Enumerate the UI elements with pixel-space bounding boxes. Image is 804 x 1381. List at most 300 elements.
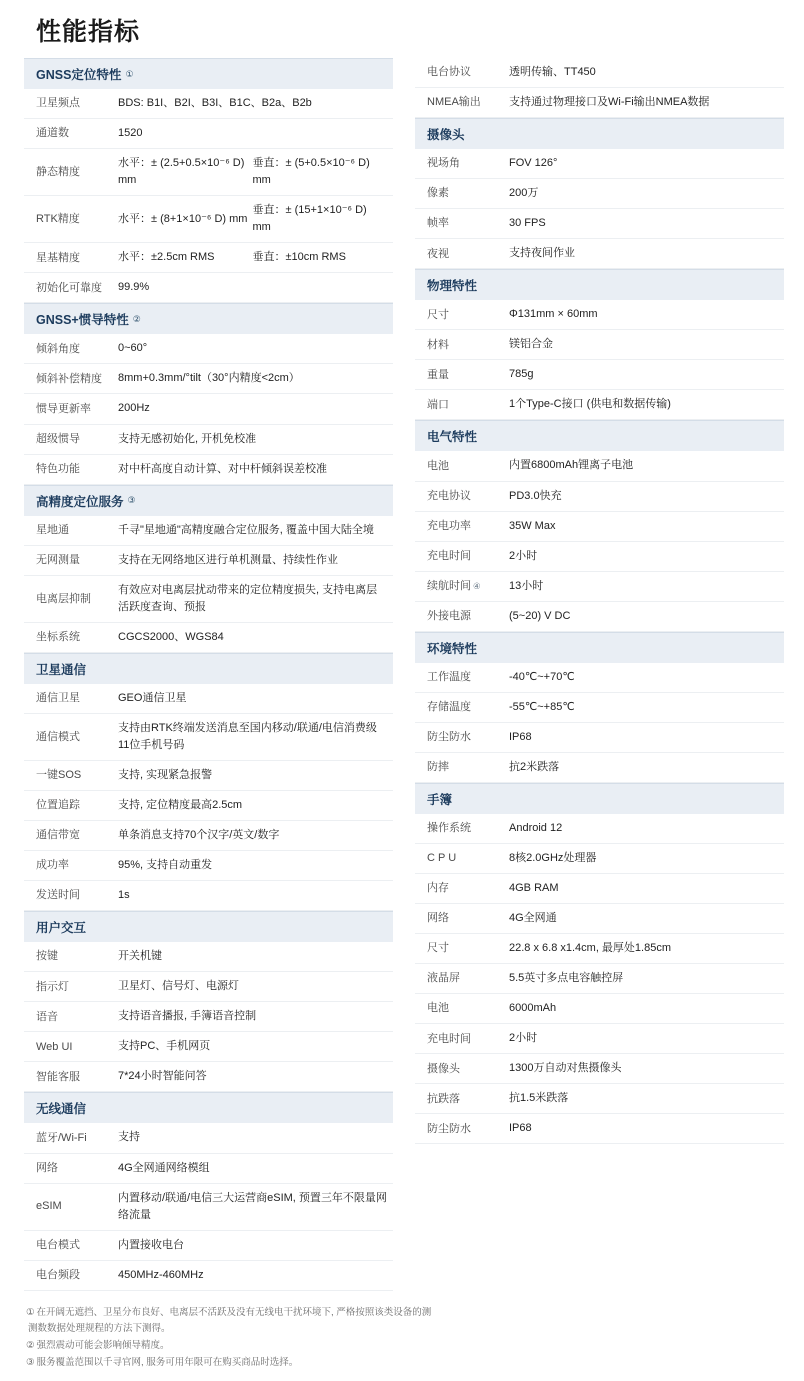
spec-row <box>415 330 784 360</box>
spec-row <box>24 881 393 911</box>
spec-key <box>24 1261 116 1290</box>
spec-value <box>507 572 784 601</box>
spec-key-label: 超级惯导 <box>36 432 80 445</box>
spec-key-label: 电台频段 <box>36 1268 80 1281</box>
section-heading <box>24 485 393 516</box>
section-heading-label: 摄像头 <box>427 128 465 143</box>
spec-key <box>24 576 116 622</box>
spec-row <box>415 753 784 783</box>
spec-key-label: 操作系统 <box>427 822 471 835</box>
section-heading-label: 卫星通信 <box>36 662 87 677</box>
spec-value-text: 抗1.5米跌落 <box>509 1092 569 1105</box>
spec-key-label: 尺寸 <box>427 942 449 955</box>
spec-key-label: 卫星频点 <box>36 97 80 110</box>
spec-key-label: 帧率 <box>427 217 449 230</box>
spec-value <box>507 390 784 419</box>
spec-value-text: IP68 <box>509 1122 532 1135</box>
spec-value-text: FOV 126° <box>509 157 558 170</box>
spec-value <box>507 723 784 752</box>
spec-key <box>24 119 116 148</box>
spec-value-text: 有效应对电离层扰动带来的定位精度损失, 支持电离层活跃度查询、预报 <box>118 583 378 613</box>
spec-key-label: 像素 <box>427 187 449 200</box>
spec-key-label: 充电时间 <box>427 1032 471 1045</box>
spec-value <box>116 1002 393 1031</box>
spec-value-text: 35W Max <box>509 519 556 532</box>
spec-value-secondary: 垂直：± (5+0.5×10⁻⁶ D) mm <box>252 157 370 187</box>
spec-row <box>24 1261 393 1291</box>
spec-value <box>507 58 784 87</box>
spec-value <box>507 149 784 178</box>
spec-key-label: 蓝牙/Wi-Fi <box>36 1131 87 1144</box>
spec-row <box>415 663 784 693</box>
spec-value-text: 200万 <box>509 187 539 200</box>
spec-value <box>507 904 784 933</box>
spec-key <box>415 330 507 359</box>
spec-row <box>24 714 393 761</box>
spec-value-text: BDS: B1I、B2I、B3I、B1C、B2a、B2b <box>118 97 312 109</box>
spec-key-label: 电池 <box>427 1002 449 1015</box>
spec-value <box>116 119 393 148</box>
spec-value-text: -40℃~+70℃ <box>509 670 575 683</box>
spec-row <box>415 482 784 512</box>
spec-value-text: 30 FPS <box>509 217 546 230</box>
spec-row <box>415 239 784 269</box>
section-heading <box>24 1092 393 1123</box>
spec-key-label: 抗跌落 <box>427 1092 460 1105</box>
spec-key-label: 重量 <box>427 368 449 381</box>
section-footnote-marker: ② <box>132 313 141 324</box>
section-heading-label: 无线通信 <box>36 1102 87 1117</box>
spec-key-label: 网络 <box>427 912 449 925</box>
spec-value-text: 2小时 <box>509 549 538 562</box>
spec-value-text: 785g <box>509 368 534 381</box>
spec-key <box>24 791 116 820</box>
spec-key <box>24 243 116 272</box>
spec-value-text: 8核2.0GHz处理器 <box>509 851 597 864</box>
spec-value <box>116 761 393 790</box>
spec-row <box>415 209 784 239</box>
spec-key-label: 语音 <box>36 1010 58 1023</box>
spec-key-label: 位置追踪 <box>36 799 80 812</box>
spec-value-text: 内置6800mAh锂离子电池 <box>509 459 634 472</box>
spec-columns <box>24 58 780 1291</box>
spec-value <box>507 663 784 692</box>
spec-row <box>415 149 784 179</box>
spec-key <box>24 1032 116 1061</box>
spec-key-label: 倾斜补偿精度 <box>36 372 102 385</box>
spec-key-label: 电台协议 <box>427 66 471 79</box>
spec-key-label: 材料 <box>427 338 449 351</box>
spec-key <box>24 684 116 713</box>
spec-value-text: Android 12 <box>509 821 563 834</box>
spec-value-text: 200Hz <box>118 402 150 415</box>
spec-value <box>116 334 393 363</box>
spec-key <box>415 88 507 117</box>
spec-key-label: 倾斜角度 <box>36 342 80 355</box>
spec-key <box>24 196 116 242</box>
spec-value-text: CGCS2000、WGS84 <box>118 630 224 643</box>
spec-key-label: 成功率 <box>36 859 69 872</box>
footnote-marker: ① <box>26 1306 35 1318</box>
footnote-marker: ② <box>26 1339 35 1351</box>
spec-key-label: 无网测量 <box>36 553 80 566</box>
spec-value <box>116 273 393 302</box>
spec-row <box>24 623 393 653</box>
spec-value-text: 对中杆高度自动计算、对中杆倾斜误差校准 <box>118 462 327 475</box>
spec-value-text: 开关机键 <box>118 950 162 963</box>
spec-row <box>24 1002 393 1032</box>
spec-value <box>116 89 393 118</box>
spec-key <box>415 904 507 933</box>
spec-key <box>415 663 507 692</box>
spec-value <box>116 455 393 484</box>
spec-row <box>24 1231 393 1261</box>
spec-row <box>24 576 393 623</box>
spec-value <box>507 88 784 117</box>
spec-value-text: 7*24小时智能问答 <box>118 1070 207 1083</box>
spec-row <box>415 542 784 572</box>
spec-value <box>507 482 784 511</box>
spec-row <box>415 934 784 964</box>
spec-value-text: 4G全网通网络模组 <box>118 1161 210 1174</box>
spec-key <box>415 390 507 419</box>
spec-key-label: 存储温度 <box>427 701 471 714</box>
spec-key <box>415 693 507 722</box>
section-heading <box>415 783 784 814</box>
spec-row <box>415 1024 784 1054</box>
spec-key <box>24 546 116 575</box>
spec-row <box>24 196 393 243</box>
spec-key <box>415 753 507 782</box>
footnote-item <box>26 1338 778 1355</box>
spec-value-text: 1300万自动对焦摄像头 <box>509 1062 622 1075</box>
section-heading-label: 用户交互 <box>36 921 87 936</box>
spec-value-text: 1个Type-C接口 (供电和数据传输) <box>509 398 671 411</box>
spec-key-label: 按键 <box>36 950 58 963</box>
section-heading-label: 手簿 <box>427 792 453 807</box>
spec-value-text: 支持通过物理接口及Wi-Fi输出NMEA数据 <box>509 96 710 109</box>
spec-value <box>116 1261 393 1290</box>
spec-key <box>415 209 507 238</box>
section-heading-label: 高精度定位服务 <box>36 494 124 509</box>
spec-key-label: 惯导更新率 <box>36 402 91 415</box>
spec-value <box>507 512 784 541</box>
spec-value-text: 千寻"星地通"高精度融合定位服务, 覆盖中国大陆全境 <box>118 523 374 536</box>
spec-value <box>507 1024 784 1053</box>
spec-value-text: GEO通信卫星 <box>118 691 187 704</box>
spec-value-text: 支持在无网络地区进行单机测量、持续性作业 <box>118 553 338 566</box>
spec-key <box>24 1154 116 1183</box>
spec-value-text: 95%, 支持自动重发 <box>118 859 213 872</box>
spec-value <box>116 196 393 242</box>
spec-value-text: 内置移动/联通/电信三大运营商eSIM, 预置三年不限量网络流量 <box>118 1191 387 1221</box>
spec-key-label: 通道数 <box>36 127 69 140</box>
spec-value-text: 支持PC、手机网页 <box>118 1040 211 1053</box>
spec-row <box>415 1114 784 1144</box>
section-heading <box>24 303 393 334</box>
spec-value <box>507 994 784 1023</box>
spec-key <box>415 814 507 843</box>
spec-value <box>507 814 784 843</box>
spec-value <box>116 1184 393 1230</box>
spec-row <box>24 942 393 972</box>
spec-row <box>24 684 393 714</box>
spec-value <box>507 1084 784 1113</box>
spec-value <box>116 623 393 652</box>
spec-value <box>116 791 393 820</box>
spec-key <box>24 1123 116 1152</box>
footnote-item <box>26 1321 778 1338</box>
spec-value <box>507 1114 784 1143</box>
spec-row <box>415 572 784 602</box>
spec-key <box>24 623 116 652</box>
spec-row <box>24 1154 393 1184</box>
spec-key <box>415 572 507 601</box>
spec-value <box>116 821 393 850</box>
spec-key <box>415 300 507 329</box>
spec-value-text: 透明传输、TT450 <box>509 66 596 78</box>
spec-key-label: RTK精度 <box>36 212 80 225</box>
spec-key-label: 充电协议 <box>427 489 471 502</box>
spec-key-label: 智能客服 <box>36 1070 80 1083</box>
spec-key <box>24 1062 116 1091</box>
spec-key-label: 摄像头 <box>427 1062 460 1075</box>
spec-value-primary: 水平：±2.5cm RMS <box>118 251 215 264</box>
spec-key <box>415 1114 507 1143</box>
section-heading <box>415 269 784 300</box>
spec-row <box>415 300 784 330</box>
spec-row <box>415 58 784 88</box>
section-footnote-marker: ① <box>125 68 134 79</box>
spec-value-text: 支持由RTK终端发送消息至国内移动/联通/电信消费级11位手机号码 <box>118 721 377 751</box>
spec-key-label: 通信卫星 <box>36 692 80 705</box>
spec-value-text: 支持, 定位精度最高2.5cm <box>118 799 243 812</box>
spec-key <box>24 942 116 971</box>
spec-value <box>507 300 784 329</box>
spec-row <box>415 88 784 118</box>
spec-row <box>24 1032 393 1062</box>
spec-value <box>116 1032 393 1061</box>
right-column <box>415 58 784 1144</box>
spec-key-label: 充电时间 <box>427 549 471 562</box>
spec-row <box>415 360 784 390</box>
spec-row <box>24 851 393 881</box>
spec-value <box>116 1231 393 1260</box>
spec-value <box>116 851 393 880</box>
spec-value <box>116 714 393 760</box>
spec-row <box>415 964 784 994</box>
spec-key-label: 网络 <box>36 1161 58 1174</box>
spec-key <box>415 239 507 268</box>
spec-key-label: NMEA输出 <box>427 96 481 109</box>
spec-row <box>24 546 393 576</box>
spec-value-text: IP68 <box>509 730 532 743</box>
spec-value-text: 22.8 x 6.8 x1.4cm, 最厚处1.85cm <box>509 942 672 955</box>
spec-key <box>24 334 116 363</box>
spec-row <box>415 693 784 723</box>
spec-value-text: 1520 <box>118 127 143 140</box>
footnote-item <box>26 1355 778 1372</box>
spec-value-text: (5~20) V DC <box>509 609 571 622</box>
spec-key <box>24 851 116 880</box>
spec-value-text: 450MHz-460MHz <box>118 1268 204 1281</box>
spec-value-text: 6000mAh <box>509 1002 557 1015</box>
spec-value-text: 单条消息支持70个汉字/英文/数字 <box>118 829 280 842</box>
spec-row <box>415 723 784 753</box>
spec-row <box>415 512 784 542</box>
spec-value-text: -55℃~+85℃ <box>509 700 575 713</box>
footnote-item <box>26 1305 778 1322</box>
spec-value <box>116 1123 393 1152</box>
spec-value <box>507 602 784 631</box>
spec-value <box>116 364 393 393</box>
spec-row <box>24 364 393 394</box>
spec-key <box>415 1024 507 1053</box>
spec-key-label: 发送时间 <box>36 889 80 902</box>
section-heading <box>415 420 784 451</box>
spec-value <box>507 934 784 963</box>
spec-row <box>24 334 393 364</box>
spec-key-label: 通信带宽 <box>36 829 80 842</box>
spec-key <box>415 149 507 178</box>
spec-value <box>116 425 393 454</box>
spec-key <box>24 364 116 393</box>
spec-key <box>24 1231 116 1260</box>
spec-value <box>116 1062 393 1091</box>
spec-key <box>415 482 507 511</box>
spec-key-label: 指示灯 <box>36 980 69 993</box>
spec-value <box>116 684 393 713</box>
spec-key-label: 一键SOS <box>36 769 82 782</box>
spec-value-text: 支持语音播报, 手簿语音控制 <box>118 1010 257 1023</box>
spec-key-label: 星基精度 <box>36 251 80 264</box>
spec-row <box>24 425 393 455</box>
section-heading <box>24 911 393 942</box>
spec-value-text: 支持 <box>118 1131 140 1144</box>
spec-value <box>116 394 393 423</box>
section-heading-label: 电气特性 <box>427 430 478 445</box>
spec-value-secondary: 垂直：± (15+1×10⁻⁶ D) mm <box>252 204 367 234</box>
spec-row <box>415 451 784 481</box>
spec-key <box>24 425 116 454</box>
spec-value-text: 支持, 实现紧急报警 <box>118 768 213 781</box>
spec-key-label: 电离层抑制 <box>36 592 91 605</box>
spec-key-label: 尺寸 <box>427 308 449 321</box>
spec-key <box>24 761 116 790</box>
spec-key <box>24 149 116 195</box>
spec-key <box>24 516 116 545</box>
spec-value <box>507 179 784 208</box>
section-heading <box>24 653 393 684</box>
spec-row <box>24 243 393 273</box>
left-column <box>24 58 393 1291</box>
spec-row <box>24 455 393 485</box>
section-heading-label: GNSS定位特性 <box>36 68 122 82</box>
spec-key-label: eSIM <box>36 1200 62 1213</box>
spec-row <box>415 874 784 904</box>
spec-value-text: 镁铝合金 <box>509 338 553 351</box>
spec-value <box>507 844 784 873</box>
spec-key-label: 通信模式 <box>36 730 80 743</box>
spec-row <box>415 179 784 209</box>
spec-value <box>116 516 393 545</box>
spec-key <box>24 273 116 302</box>
spec-key <box>415 542 507 571</box>
spec-value <box>116 243 393 272</box>
spec-key-label: 外接电源 <box>427 609 471 622</box>
spec-row <box>24 761 393 791</box>
spec-key-label: 续航时间 <box>427 579 471 592</box>
spec-key-label: 内存 <box>427 882 449 895</box>
section-heading <box>415 118 784 149</box>
spec-value-text: 2小时 <box>509 1032 538 1045</box>
spec-key-label: 初始化可靠度 <box>36 281 102 294</box>
spec-key <box>415 451 507 480</box>
spec-value-text: 4GB RAM <box>509 882 559 895</box>
spec-row <box>24 149 393 196</box>
footnotes <box>24 1305 780 1381</box>
spec-row <box>24 89 393 119</box>
spec-row <box>24 273 393 303</box>
spec-row <box>24 821 393 851</box>
spec-value-text: 支持夜间作业 <box>509 247 575 260</box>
spec-key <box>415 58 507 87</box>
spec-value-text: 4G全网通 <box>509 912 557 925</box>
page-title: 性能指标 <box>36 18 141 46</box>
spec-row <box>415 844 784 874</box>
spec-key-footnote-marker: ④ <box>473 580 481 591</box>
spec-row <box>415 904 784 934</box>
spec-key-label: 充电功率 <box>427 519 471 532</box>
spec-key <box>415 964 507 993</box>
footnote-marker: ③ <box>26 1356 35 1368</box>
footnote-text: 在开阔无遮挡、卫星分布良好、电离层不活跃及没有无线电干扰环境下, 严格按照该类设备的测 <box>36 1306 432 1318</box>
spec-key-label: 工作温度 <box>427 671 471 684</box>
spec-key <box>24 881 116 910</box>
spec-key <box>415 994 507 1023</box>
spec-key-label: 防尘防水 <box>427 1122 471 1135</box>
spec-row <box>24 1123 393 1153</box>
spec-key-label: C P U <box>427 852 457 865</box>
spec-value <box>507 209 784 238</box>
spec-value <box>116 881 393 910</box>
spec-value-text: 1s <box>118 889 130 902</box>
spec-row <box>415 1054 784 1084</box>
spec-row <box>24 791 393 821</box>
spec-key-label: 液晶屏 <box>427 972 460 985</box>
spec-key <box>24 1184 116 1230</box>
spec-value-text: 99.9% <box>118 281 150 294</box>
spec-row <box>415 994 784 1024</box>
spec-row <box>24 394 393 424</box>
spec-value-text: 5.5英寸多点电容触控屏 <box>509 972 624 985</box>
spec-value-secondary: 垂直：±10cm RMS <box>252 251 346 264</box>
spec-value <box>507 964 784 993</box>
spec-key <box>415 844 507 873</box>
spec-value-text: Φ131mm × 60mm <box>509 308 598 321</box>
spec-value <box>507 874 784 903</box>
spec-value-text: 0~60° <box>118 342 148 355</box>
spec-key <box>415 1084 507 1113</box>
spec-key <box>24 455 116 484</box>
spec-value-primary: 水平：± (2.5+0.5×10⁻⁶ D) mm <box>118 157 245 187</box>
spec-key <box>415 512 507 541</box>
footnote-text: 测数数据处理规程的方法下测得。 <box>28 1323 171 1335</box>
spec-value <box>507 239 784 268</box>
spec-row <box>415 602 784 632</box>
spec-key <box>24 1002 116 1031</box>
spec-key-label: Web UI <box>36 1040 73 1053</box>
